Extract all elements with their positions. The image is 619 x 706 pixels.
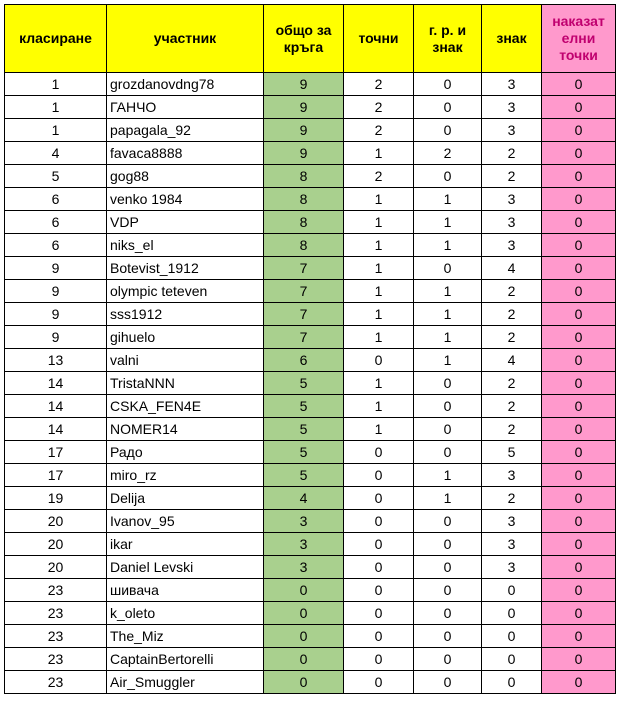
cell-goal-diff-sign: 1 bbox=[414, 211, 482, 234]
cell-penalty-points: 0 bbox=[542, 671, 616, 694]
cell-penalty-points: 0 bbox=[542, 257, 616, 280]
cell-exact: 0 bbox=[344, 625, 414, 648]
standings-table bbox=[4, 4, 616, 694]
cell-round-total: 0 bbox=[264, 625, 344, 648]
cell-sign: 3 bbox=[482, 556, 542, 579]
cell-exact: 0 bbox=[344, 671, 414, 694]
table-row bbox=[5, 303, 616, 326]
cell-sign: 2 bbox=[482, 165, 542, 188]
table-row bbox=[5, 441, 616, 464]
cell-sign: 4 bbox=[482, 349, 542, 372]
cell-round-total: 8 bbox=[264, 165, 344, 188]
cell-penalty-points: 0 bbox=[542, 326, 616, 349]
cell-sign: 4 bbox=[482, 257, 542, 280]
cell-exact: 1 bbox=[344, 142, 414, 165]
cell-rank: 9 bbox=[5, 257, 107, 280]
cell-penalty-points: 0 bbox=[542, 395, 616, 418]
cell-sign: 3 bbox=[482, 188, 542, 211]
cell-goal-diff-sign: 0 bbox=[414, 372, 482, 395]
cell-goal-diff-sign: 1 bbox=[414, 487, 482, 510]
cell-rank: 6 bbox=[5, 234, 107, 257]
cell-participant: sss1912 bbox=[107, 303, 264, 326]
cell-goal-diff-sign: 0 bbox=[414, 579, 482, 602]
cell-round-total: 9 bbox=[264, 142, 344, 165]
cell-penalty-points: 0 bbox=[542, 349, 616, 372]
cell-sign: 3 bbox=[482, 211, 542, 234]
table-row bbox=[5, 257, 616, 280]
cell-goal-diff-sign: 0 bbox=[414, 510, 482, 533]
cell-participant: Радо bbox=[107, 441, 264, 464]
cell-rank: 23 bbox=[5, 671, 107, 694]
cell-goal-diff-sign: 1 bbox=[414, 234, 482, 257]
cell-goal-diff-sign: 0 bbox=[414, 73, 482, 96]
cell-participant: CaptainBertorelli bbox=[107, 648, 264, 671]
cell-exact: 1 bbox=[344, 280, 414, 303]
cell-sign: 5 bbox=[482, 441, 542, 464]
cell-exact: 2 bbox=[344, 119, 414, 142]
header-sign: знак bbox=[482, 5, 542, 73]
cell-round-total: 7 bbox=[264, 326, 344, 349]
cell-round-total: 9 bbox=[264, 96, 344, 119]
cell-penalty-points: 0 bbox=[542, 418, 616, 441]
cell-rank: 1 bbox=[5, 73, 107, 96]
cell-round-total: 7 bbox=[264, 257, 344, 280]
cell-participant: valni bbox=[107, 349, 264, 372]
cell-penalty-points: 0 bbox=[542, 188, 616, 211]
cell-rank: 17 bbox=[5, 441, 107, 464]
cell-participant: TristaNNN bbox=[107, 372, 264, 395]
table-row bbox=[5, 602, 616, 625]
cell-participant: miro_rz bbox=[107, 464, 264, 487]
cell-exact: 1 bbox=[344, 395, 414, 418]
cell-participant: Air_Smuggler bbox=[107, 671, 264, 694]
table-row bbox=[5, 418, 616, 441]
cell-penalty-points: 0 bbox=[542, 487, 616, 510]
cell-penalty-points: 0 bbox=[542, 510, 616, 533]
cell-rank: 1 bbox=[5, 96, 107, 119]
cell-participant: CSKA_FEN4E bbox=[107, 395, 264, 418]
cell-sign: 3 bbox=[482, 510, 542, 533]
cell-goal-diff-sign: 0 bbox=[414, 165, 482, 188]
cell-exact: 2 bbox=[344, 73, 414, 96]
cell-participant: The_Miz bbox=[107, 625, 264, 648]
cell-goal-diff-sign: 0 bbox=[414, 533, 482, 556]
cell-rank: 20 bbox=[5, 510, 107, 533]
cell-rank: 14 bbox=[5, 372, 107, 395]
cell-rank: 20 bbox=[5, 533, 107, 556]
cell-sign: 0 bbox=[482, 648, 542, 671]
cell-exact: 0 bbox=[344, 510, 414, 533]
cell-rank: 9 bbox=[5, 303, 107, 326]
cell-exact: 1 bbox=[344, 188, 414, 211]
table-row bbox=[5, 625, 616, 648]
cell-goal-diff-sign: 0 bbox=[414, 671, 482, 694]
cell-penalty-points: 0 bbox=[542, 165, 616, 188]
cell-sign: 2 bbox=[482, 280, 542, 303]
cell-sign: 3 bbox=[482, 119, 542, 142]
cell-goal-diff-sign: 0 bbox=[414, 418, 482, 441]
cell-round-total: 0 bbox=[264, 671, 344, 694]
cell-goal-diff-sign: 2 bbox=[414, 142, 482, 165]
cell-sign: 3 bbox=[482, 533, 542, 556]
table-row bbox=[5, 73, 616, 96]
cell-participant: grozdanovdng78 bbox=[107, 73, 264, 96]
cell-penalty-points: 0 bbox=[542, 579, 616, 602]
cell-participant: olympic teteven bbox=[107, 280, 264, 303]
table-row bbox=[5, 464, 616, 487]
cell-round-total: 0 bbox=[264, 602, 344, 625]
cell-round-total: 8 bbox=[264, 211, 344, 234]
cell-round-total: 3 bbox=[264, 533, 344, 556]
cell-penalty-points: 0 bbox=[542, 280, 616, 303]
cell-exact: 0 bbox=[344, 579, 414, 602]
table-row bbox=[5, 96, 616, 119]
cell-round-total: 9 bbox=[264, 73, 344, 96]
cell-participant: Botevist_1912 bbox=[107, 257, 264, 280]
cell-goal-diff-sign: 0 bbox=[414, 119, 482, 142]
cell-rank: 9 bbox=[5, 280, 107, 303]
table-row bbox=[5, 234, 616, 257]
cell-round-total: 5 bbox=[264, 372, 344, 395]
cell-rank: 4 bbox=[5, 142, 107, 165]
cell-round-total: 4 bbox=[264, 487, 344, 510]
cell-round-total: 8 bbox=[264, 188, 344, 211]
standings-body bbox=[5, 73, 616, 694]
header-rank: класиране bbox=[5, 5, 107, 73]
cell-participant: venko 1984 bbox=[107, 188, 264, 211]
cell-sign: 3 bbox=[482, 73, 542, 96]
table-row bbox=[5, 510, 616, 533]
cell-exact: 2 bbox=[344, 96, 414, 119]
cell-sign: 0 bbox=[482, 579, 542, 602]
table-row bbox=[5, 579, 616, 602]
cell-participant: шивача bbox=[107, 579, 264, 602]
cell-penalty-points: 0 bbox=[542, 372, 616, 395]
cell-exact: 0 bbox=[344, 487, 414, 510]
cell-participant: Ivanov_95 bbox=[107, 510, 264, 533]
cell-penalty-points: 0 bbox=[542, 602, 616, 625]
table-row bbox=[5, 165, 616, 188]
cell-round-total: 7 bbox=[264, 280, 344, 303]
cell-exact: 1 bbox=[344, 326, 414, 349]
cell-rank: 23 bbox=[5, 648, 107, 671]
cell-round-total: 8 bbox=[264, 234, 344, 257]
cell-sign: 2 bbox=[482, 142, 542, 165]
cell-penalty-points: 0 bbox=[542, 211, 616, 234]
cell-goal-diff-sign: 0 bbox=[414, 625, 482, 648]
cell-rank: 20 bbox=[5, 556, 107, 579]
cell-goal-diff-sign: 0 bbox=[414, 257, 482, 280]
cell-round-total: 3 bbox=[264, 556, 344, 579]
cell-participant: k_oleto bbox=[107, 602, 264, 625]
cell-exact: 1 bbox=[344, 372, 414, 395]
cell-participant: ikar bbox=[107, 533, 264, 556]
cell-penalty-points: 0 bbox=[542, 234, 616, 257]
cell-rank: 14 bbox=[5, 418, 107, 441]
cell-round-total: 5 bbox=[264, 441, 344, 464]
table-row bbox=[5, 648, 616, 671]
cell-goal-diff-sign: 1 bbox=[414, 326, 482, 349]
cell-exact: 0 bbox=[344, 464, 414, 487]
table-row bbox=[5, 556, 616, 579]
cell-participant: Delija bbox=[107, 487, 264, 510]
cell-sign: 2 bbox=[482, 487, 542, 510]
cell-rank: 23 bbox=[5, 625, 107, 648]
table-row bbox=[5, 349, 616, 372]
cell-penalty-points: 0 bbox=[542, 556, 616, 579]
cell-rank: 9 bbox=[5, 326, 107, 349]
cell-penalty-points: 0 bbox=[542, 625, 616, 648]
cell-round-total: 5 bbox=[264, 395, 344, 418]
header-round-total: общо за кръга bbox=[264, 5, 344, 73]
cell-round-total: 0 bbox=[264, 579, 344, 602]
cell-exact: 1 bbox=[344, 234, 414, 257]
table-row bbox=[5, 372, 616, 395]
cell-sign: 2 bbox=[482, 395, 542, 418]
table-row bbox=[5, 119, 616, 142]
cell-exact: 0 bbox=[344, 556, 414, 579]
cell-exact: 2 bbox=[344, 165, 414, 188]
cell-round-total: 7 bbox=[264, 303, 344, 326]
cell-penalty-points: 0 bbox=[542, 303, 616, 326]
cell-exact: 1 bbox=[344, 211, 414, 234]
cell-round-total: 6 bbox=[264, 349, 344, 372]
cell-exact: 0 bbox=[344, 441, 414, 464]
cell-penalty-points: 0 bbox=[542, 533, 616, 556]
cell-penalty-points: 0 bbox=[542, 119, 616, 142]
cell-goal-diff-sign: 0 bbox=[414, 556, 482, 579]
cell-rank: 23 bbox=[5, 579, 107, 602]
cell-sign: 0 bbox=[482, 602, 542, 625]
cell-round-total: 3 bbox=[264, 510, 344, 533]
cell-sign: 2 bbox=[482, 303, 542, 326]
cell-exact: 1 bbox=[344, 303, 414, 326]
table-row bbox=[5, 142, 616, 165]
cell-penalty-points: 0 bbox=[542, 648, 616, 671]
table-row bbox=[5, 280, 616, 303]
cell-round-total: 0 bbox=[264, 648, 344, 671]
header-participant: участник bbox=[107, 5, 264, 73]
cell-sign: 2 bbox=[482, 326, 542, 349]
cell-exact: 0 bbox=[344, 648, 414, 671]
header-goal-diff-sign: г. р. и знак bbox=[414, 5, 482, 73]
cell-goal-diff-sign: 0 bbox=[414, 96, 482, 119]
cell-round-total: 9 bbox=[264, 119, 344, 142]
table-row bbox=[5, 533, 616, 556]
cell-penalty-points: 0 bbox=[542, 73, 616, 96]
cell-goal-diff-sign: 0 bbox=[414, 395, 482, 418]
table-row bbox=[5, 188, 616, 211]
cell-participant: VDP bbox=[107, 211, 264, 234]
cell-sign: 2 bbox=[482, 372, 542, 395]
cell-participant: papagala_92 bbox=[107, 119, 264, 142]
header-exact: точни bbox=[344, 5, 414, 73]
table-row bbox=[5, 211, 616, 234]
cell-goal-diff-sign: 0 bbox=[414, 441, 482, 464]
cell-goal-diff-sign: 1 bbox=[414, 303, 482, 326]
header-row bbox=[5, 5, 616, 73]
cell-participant: gog88 bbox=[107, 165, 264, 188]
cell-exact: 0 bbox=[344, 349, 414, 372]
cell-round-total: 5 bbox=[264, 418, 344, 441]
cell-goal-diff-sign: 1 bbox=[414, 280, 482, 303]
cell-rank: 17 bbox=[5, 464, 107, 487]
cell-exact: 1 bbox=[344, 418, 414, 441]
cell-penalty-points: 0 bbox=[542, 142, 616, 165]
table-row bbox=[5, 671, 616, 694]
cell-rank: 6 bbox=[5, 211, 107, 234]
cell-rank: 5 bbox=[5, 165, 107, 188]
cell-round-total: 5 bbox=[264, 464, 344, 487]
cell-exact: 0 bbox=[344, 533, 414, 556]
cell-goal-diff-sign: 0 bbox=[414, 602, 482, 625]
cell-participant: NOMER14 bbox=[107, 418, 264, 441]
cell-rank: 13 bbox=[5, 349, 107, 372]
cell-participant: ГАНЧО bbox=[107, 96, 264, 119]
cell-participant: favaca8888 bbox=[107, 142, 264, 165]
cell-exact: 0 bbox=[344, 602, 414, 625]
cell-rank: 1 bbox=[5, 119, 107, 142]
cell-sign: 3 bbox=[482, 234, 542, 257]
cell-participant: gihuelo bbox=[107, 326, 264, 349]
cell-goal-diff-sign: 1 bbox=[414, 464, 482, 487]
cell-sign: 3 bbox=[482, 464, 542, 487]
cell-participant: niks_el bbox=[107, 234, 264, 257]
cell-rank: 6 bbox=[5, 188, 107, 211]
table-row bbox=[5, 487, 616, 510]
cell-sign: 0 bbox=[482, 671, 542, 694]
cell-exact: 1 bbox=[344, 257, 414, 280]
cell-sign: 3 bbox=[482, 96, 542, 119]
table-row bbox=[5, 326, 616, 349]
cell-rank: 19 bbox=[5, 487, 107, 510]
cell-rank: 23 bbox=[5, 602, 107, 625]
header-penalty-points: наказат елни точки bbox=[542, 5, 616, 73]
cell-penalty-points: 0 bbox=[542, 441, 616, 464]
cell-goal-diff-sign: 1 bbox=[414, 188, 482, 211]
cell-goal-diff-sign: 1 bbox=[414, 349, 482, 372]
table-row bbox=[5, 395, 616, 418]
cell-sign: 2 bbox=[482, 418, 542, 441]
cell-penalty-points: 0 bbox=[542, 96, 616, 119]
cell-rank: 14 bbox=[5, 395, 107, 418]
cell-sign: 0 bbox=[482, 625, 542, 648]
cell-participant: Daniel Levski bbox=[107, 556, 264, 579]
cell-penalty-points: 0 bbox=[542, 464, 616, 487]
cell-goal-diff-sign: 0 bbox=[414, 648, 482, 671]
